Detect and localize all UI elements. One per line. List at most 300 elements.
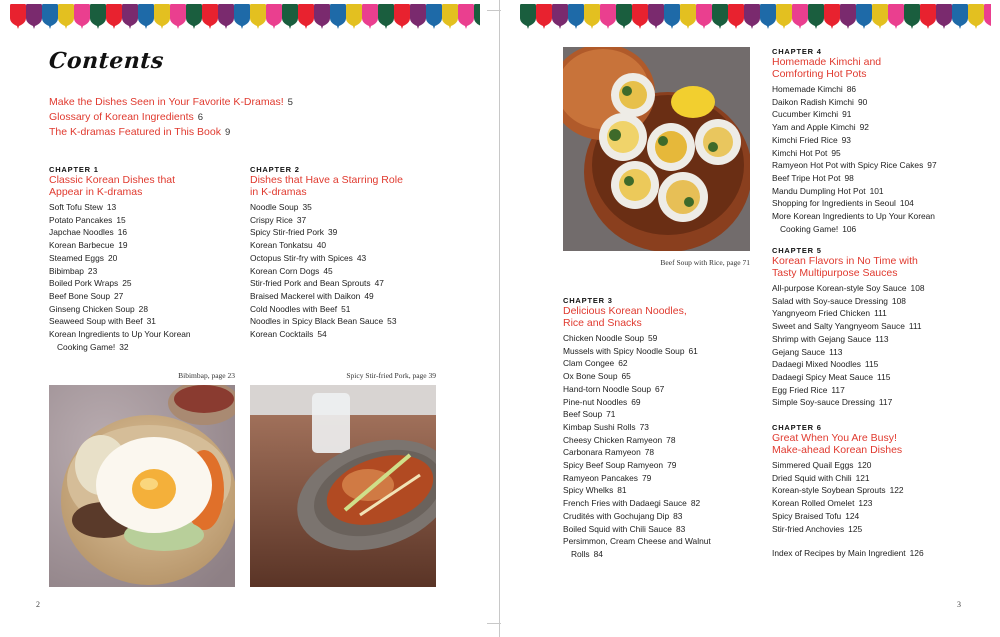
- entry-name: Index of Recipes by Main Ingredient: [772, 548, 906, 558]
- page-number: 113: [875, 333, 889, 344]
- chapter-title-line: Dishes that Have a Starring Role: [250, 174, 403, 186]
- entry-name: Boiled Squid with Chili Sauce: [563, 523, 672, 534]
- bunting-drop: [568, 4, 584, 28]
- bunting-drop: [728, 4, 744, 28]
- page-number: 82: [690, 498, 701, 509]
- toc-entry[interactable]: [250, 290, 403, 303]
- toc-entry[interactable]: [772, 295, 925, 308]
- toc-entry[interactable]: [250, 252, 403, 265]
- entry-name: Beef Tripe Hot Pot: [772, 172, 841, 183]
- entry-name: Stir-fried Anchovies: [772, 523, 845, 534]
- page-number: 69: [631, 396, 641, 407]
- chapter-title-line: Tasty Multipurpose Sauces: [772, 266, 898, 279]
- entry-name-continued: Rolls: [571, 548, 590, 559]
- entry-name: Ginseng Chicken Soup: [49, 303, 135, 314]
- entry-name: Korean Tonkatsu: [250, 240, 313, 251]
- bunting-drop: [186, 4, 202, 28]
- toc-entry[interactable]: [563, 383, 711, 396]
- chapter-label: CHAPTER 1: [49, 165, 99, 174]
- bunting-drop: [616, 4, 632, 28]
- toc-entry[interactable]: [772, 197, 937, 210]
- toc-entry[interactable]: [250, 239, 403, 252]
- bunting-drop: [712, 4, 728, 28]
- toc-entry[interactable]: [563, 484, 711, 497]
- photo-caption: Bibimbap, page 23: [178, 371, 235, 380]
- entry-name: Daikon Radish Kimchi: [772, 96, 854, 107]
- bunting-drop: [122, 4, 138, 28]
- bunting-drop: [202, 4, 218, 28]
- toc-entry[interactable]: [250, 303, 403, 316]
- page-number: 59: [648, 333, 658, 343]
- page-number: 61: [688, 345, 698, 356]
- entry-name: Dadaegi Mixed Noodles: [772, 359, 861, 370]
- stir-fried-pork-photo: [250, 385, 436, 587]
- bunting-drop: [920, 4, 936, 28]
- toc-entry[interactable]: [563, 510, 711, 523]
- bunting-drop: [824, 4, 840, 28]
- bunting-drop: [346, 4, 362, 28]
- toc-entry[interactable]: [772, 83, 937, 96]
- toc-entry[interactable]: [563, 535, 711, 560]
- toc-entry[interactable]: [772, 358, 925, 371]
- bunting-drop: [632, 4, 648, 28]
- chapter-title[interactable]: [772, 256, 925, 279]
- chapter-4-section: [772, 47, 937, 235]
- page-number: 91: [842, 109, 852, 120]
- entry-name-continued: Cooking Game!: [780, 223, 839, 234]
- toc-entry[interactable]: [563, 396, 711, 409]
- bunting-drop: [744, 4, 760, 28]
- bunting-drop: [984, 4, 991, 28]
- toc-entry[interactable]: [772, 333, 925, 346]
- bunting-drop: [74, 4, 90, 28]
- entry-name: Braised Mackerel with Daikon: [250, 290, 361, 301]
- entry-name: Spicy Whelks: [563, 485, 614, 496]
- page-number: 37: [296, 214, 307, 225]
- entry-name: Soft Tofu Stew: [49, 202, 103, 212]
- toc-entry[interactable]: [772, 497, 904, 510]
- toc-entry[interactable]: [772, 523, 904, 536]
- toc-entry[interactable]: [250, 265, 403, 278]
- page-number: 67: [655, 383, 665, 394]
- chapter-title-line: Korean Flavors in No Time with: [772, 255, 918, 267]
- entry-name: Simple Soy-sauce Dressing: [772, 397, 875, 408]
- page-number: 54: [317, 329, 327, 340]
- page-number: 83: [675, 523, 686, 534]
- page-number: 83: [673, 510, 683, 521]
- page-title: Contents: [48, 48, 165, 74]
- toc-entry[interactable]: [772, 472, 904, 485]
- entry-name: Stir-fried Pork and Bean Sprouts: [250, 278, 371, 289]
- toc-entry[interactable]: [563, 446, 711, 459]
- page-number: 49: [364, 290, 374, 301]
- bunting-drop: [330, 4, 346, 28]
- page-number: 71: [606, 409, 616, 420]
- entry-name: Kimchi Hot Pot: [772, 147, 828, 158]
- chapter-label: CHAPTER 4: [772, 47, 822, 56]
- intro-item[interactable]: [49, 125, 293, 140]
- entry-name: Cucumber Kimchi: [772, 109, 839, 120]
- bunting-drop: [250, 4, 266, 28]
- entry-name: Cold Noodles with Beef: [250, 303, 338, 314]
- entry-name: Bibimbap: [49, 265, 84, 276]
- bunting-drop: [170, 4, 186, 28]
- entry-name: Spicy Braised Tofu: [772, 510, 842, 521]
- bunting-drop: [10, 4, 26, 28]
- entry-name: Hand-torn Noodle Soup: [563, 383, 651, 394]
- entry-name: Boiled Pork Wraps: [49, 278, 119, 289]
- entry-name: Dadaegi Spicy Meat Sauce: [772, 371, 874, 382]
- toc-entry[interactable]: [772, 172, 937, 185]
- right-page: [501, 0, 1000, 637]
- page-number: 15: [116, 214, 126, 225]
- toc-entry[interactable]: [772, 121, 937, 134]
- entry-name: Shopping for Ingredients in Seoul: [772, 198, 896, 209]
- chapter-label: CHAPTER 6: [772, 423, 822, 432]
- entry-name: All-purpose Korean-style Soy Sauce: [772, 283, 907, 293]
- entry-name: Crispy Rice: [250, 214, 293, 225]
- page-number: 40: [316, 240, 327, 251]
- toc-entry[interactable]: [563, 497, 711, 510]
- kimbap-photo: [563, 47, 750, 251]
- chapter-title[interactable]: [563, 306, 711, 329]
- bunting-drop: [536, 4, 552, 28]
- bunting-drop: [856, 4, 872, 28]
- chapter-title-line: Classic Korean Dishes that: [49, 174, 176, 186]
- bunting-drop: [474, 4, 480, 28]
- bunting-drop: [808, 4, 824, 28]
- page-number: 20: [107, 252, 118, 263]
- bunting-drop: [648, 4, 664, 28]
- page-number: 53: [387, 316, 397, 327]
- bunting-drop: [872, 4, 888, 28]
- bunting-drop: [26, 4, 42, 28]
- chapter-label: CHAPTER 2: [250, 165, 300, 174]
- page-number: 123: [858, 498, 873, 509]
- page-number: 93: [841, 134, 851, 145]
- bunting-decoration-left: [10, 4, 480, 30]
- toc-entry[interactable]: [772, 459, 904, 472]
- spine-divider: [499, 0, 500, 637]
- page-number: 45: [323, 265, 333, 276]
- page-number: 122: [889, 485, 904, 496]
- entry-name: Noodles in Spicy Black Bean Sauce: [250, 316, 384, 327]
- toc-entry[interactable]: [49, 277, 191, 290]
- page-number: 97: [927, 160, 937, 171]
- chapter-title-line: Great When You Are Busy!: [772, 432, 897, 444]
- chapter-title-line: in K-dramas: [250, 185, 307, 198]
- bunting-drop: [584, 4, 600, 28]
- page-number: 95: [831, 147, 841, 158]
- bunting-drop: [776, 4, 792, 28]
- bunting-drop: [840, 4, 856, 28]
- page-number: 84: [593, 548, 603, 559]
- page-number: 81: [617, 485, 627, 496]
- bunting-drop: [792, 4, 808, 28]
- page-number: 121: [855, 472, 870, 483]
- toc-entry[interactable]: [49, 328, 191, 353]
- page-number: 101: [869, 185, 884, 196]
- page-number: 32: [119, 341, 129, 352]
- bunting-drop: [888, 4, 904, 28]
- toc-entry[interactable]: [250, 328, 403, 341]
- chapter-title-line: Rice and Snacks: [563, 316, 642, 329]
- page-number: 117: [878, 397, 893, 408]
- toc-entry[interactable]: [563, 523, 711, 536]
- entry-name: Korean Ingredients to Up Your Korean: [49, 329, 191, 340]
- chapter-label: CHAPTER 3: [563, 296, 613, 305]
- left-page: [0, 0, 499, 637]
- page-number: 25: [122, 278, 132, 289]
- chapter-title-line: Delicious Korean Noodles,: [563, 305, 687, 317]
- page-number: 78: [644, 447, 655, 458]
- bunting-drop: [314, 4, 330, 28]
- toc-entry[interactable]: [772, 210, 937, 235]
- toc-entry[interactable]: [563, 408, 711, 421]
- page-number: 19: [118, 240, 128, 251]
- bunting-drop: [410, 4, 426, 28]
- bunting-drop: [520, 4, 536, 28]
- entry-name: Korean-style Soybean Sprouts: [772, 485, 886, 496]
- entry-name: Persimmon, Cream Cheese and Walnut: [563, 536, 711, 547]
- toc-entry[interactable]: [250, 226, 403, 239]
- bunting-drop: [90, 4, 106, 28]
- toc-entry[interactable]: [563, 370, 711, 383]
- page-number: 108: [891, 295, 906, 306]
- page-number: 79: [667, 460, 677, 471]
- entry-name: More Korean Ingredients to Up Your Korean: [772, 211, 935, 222]
- entry-name: Korean Cocktails: [250, 329, 314, 340]
- chapter-title-line: Comforting Hot Pots: [772, 67, 867, 80]
- page-number: 117: [831, 384, 845, 395]
- bunting-drop: [42, 4, 58, 28]
- chapter-title[interactable]: [772, 433, 904, 456]
- bunting-drop: [282, 4, 298, 28]
- bunting-decoration-right: [520, 4, 991, 30]
- page-number: 39: [328, 227, 338, 238]
- bunting-drop: [968, 4, 984, 28]
- photo-caption: Spicy Stir-fried Pork, page 39: [346, 371, 436, 380]
- toc-entry[interactable]: [563, 357, 711, 370]
- toc-entry[interactable]: [250, 214, 403, 227]
- toc-entry[interactable]: [772, 510, 904, 523]
- bunting-drop: [904, 4, 920, 28]
- index-entry[interactable]: [772, 547, 924, 560]
- page-number: 78: [666, 434, 676, 445]
- page-number: 5: [287, 97, 293, 108]
- page-number: 62: [618, 358, 628, 369]
- toc-entry[interactable]: [772, 159, 937, 172]
- bunting-drop: [394, 4, 410, 28]
- entry-name: Shrimp with Gejang Sauce: [772, 333, 872, 344]
- chapter-title-line: Make-ahead Korean Dishes: [772, 443, 903, 456]
- page-number: 23: [87, 265, 98, 276]
- entry-name: Korean Barbecue: [49, 240, 115, 251]
- entry-name: Clam Congee: [563, 358, 615, 369]
- toc-entry[interactable]: [250, 201, 403, 214]
- entry-name: Steamed Eggs: [49, 252, 104, 263]
- page-number: 13: [106, 202, 117, 212]
- chapter-title[interactable]: [49, 175, 191, 198]
- page-number: 6: [197, 112, 204, 123]
- page-number: 104: [899, 198, 914, 209]
- entry-name: Kimchi Fried Rice: [772, 134, 838, 145]
- bunting-drop: [266, 4, 282, 28]
- entry-name: Kimbap Sushi Rolls: [563, 421, 636, 432]
- toc-entry[interactable]: [49, 265, 191, 278]
- entry-name: Seaweed Soup with Beef: [49, 316, 143, 327]
- toc-entry[interactable]: [772, 396, 925, 409]
- toc-entry[interactable]: [49, 201, 191, 214]
- chapter-title[interactable]: [250, 175, 403, 198]
- toc-entry[interactable]: [49, 226, 191, 239]
- entry-name: Noodle Soup: [250, 202, 299, 212]
- entry-name: Chicken Noodle Soup: [563, 333, 645, 343]
- toc-entry[interactable]: [772, 307, 925, 320]
- page-number: 16: [117, 227, 128, 238]
- page-number: 51: [341, 303, 351, 314]
- bunting-drop: [680, 4, 696, 28]
- chapter-2-section: [250, 165, 403, 341]
- toc-entry[interactable]: [772, 108, 937, 121]
- entry-name: Egg Fried Rice: [772, 384, 828, 395]
- page-number: 65: [621, 371, 631, 382]
- page-number: 98: [844, 172, 854, 183]
- page-number: 31: [146, 316, 156, 327]
- toc-entry[interactable]: [563, 459, 711, 472]
- page-number: 106: [842, 223, 857, 234]
- page-number: 125: [848, 523, 863, 534]
- entry-name: Beef Bone Soup: [49, 290, 111, 301]
- page-number: 108: [910, 283, 925, 293]
- page-number: 113: [829, 346, 843, 357]
- toc-entry[interactable]: [250, 315, 403, 328]
- entry-name: Ramyeon Hot Pot with Spicy Rice Cakes: [772, 160, 924, 171]
- toc-entry[interactable]: [772, 384, 925, 397]
- entry-name: Homemade Kimchi: [772, 84, 843, 94]
- intro-item[interactable]: [49, 110, 293, 125]
- page-number: 47: [374, 278, 384, 289]
- toc-entry[interactable]: [772, 282, 925, 295]
- chapter-title-line: Appear in K-dramas: [49, 185, 143, 198]
- toc-entry[interactable]: [49, 290, 191, 303]
- entry-name: Gejang Sauce: [772, 346, 826, 357]
- entry-name: Pine-nut Noodles: [563, 396, 628, 407]
- bunting-drop: [552, 4, 568, 28]
- page-number: 9: [224, 127, 231, 138]
- toc-entry[interactable]: [772, 371, 925, 384]
- entry-name: Spicy Stir-fried Pork: [250, 227, 324, 238]
- page-number: 73: [639, 421, 649, 432]
- toc-entry[interactable]: [250, 277, 403, 290]
- chapter-1-section: [49, 165, 191, 353]
- chapter-5-section: [772, 246, 925, 409]
- page-number: 115: [877, 371, 891, 382]
- entry-name: Spicy Beef Soup Ramyeon: [563, 460, 664, 471]
- page-number: 90: [857, 96, 868, 107]
- toc-entry[interactable]: [563, 421, 711, 434]
- toc-entry[interactable]: [772, 346, 925, 359]
- entry-name: Mussels with Spicy Noodle Soup: [563, 345, 685, 356]
- bunting-drop: [234, 4, 250, 28]
- page-number: 28: [138, 303, 148, 314]
- bunting-drop: [936, 4, 952, 28]
- bunting-drop: [458, 4, 474, 28]
- bunting-drop: [154, 4, 170, 28]
- intro-item-label: Make the Dishes Seen in Your Favorite K-Dramas!: [49, 96, 284, 108]
- intro-item-label: Glossary of Korean Ingredients: [49, 111, 194, 123]
- toc-entry[interactable]: [563, 345, 711, 358]
- toc-entry[interactable]: [49, 315, 191, 328]
- chapter-label: CHAPTER 5: [772, 246, 822, 255]
- page-number: 27: [114, 290, 124, 301]
- entry-name-continued: Cooking Game!: [57, 341, 116, 352]
- bunting-drop: [218, 4, 234, 28]
- toc-entry[interactable]: [563, 434, 711, 447]
- bunting-drop: [106, 4, 122, 28]
- entry-name: French Fries with Dadaegi Sauce: [563, 498, 687, 509]
- page-number-left: 2: [36, 600, 40, 609]
- entry-name: Octopus Stir-fry with Spices: [250, 252, 353, 263]
- bunting-drop: [426, 4, 442, 28]
- toc-entry[interactable]: [772, 96, 937, 109]
- toc-entry[interactable]: [563, 472, 711, 485]
- chapter-title[interactable]: [772, 57, 937, 80]
- page-number: 124: [845, 510, 860, 521]
- toc-entry[interactable]: [49, 303, 191, 316]
- bunting-drop: [600, 4, 616, 28]
- entry-name: Dried Squid with Chili: [772, 472, 852, 483]
- entry-name: Simmered Quail Eggs: [772, 460, 854, 470]
- page-number: 35: [302, 202, 312, 212]
- intro-item-label: The K-dramas Featured in This Book: [49, 126, 221, 138]
- page-number: 79: [641, 472, 652, 483]
- toc-entry[interactable]: [49, 239, 191, 252]
- entry-name: Cheesy Chicken Ramyeon: [563, 434, 663, 445]
- bunting-drop: [362, 4, 378, 28]
- toc-entry[interactable]: [772, 185, 937, 198]
- page-number: 115: [864, 359, 879, 370]
- intro-item[interactable]: [49, 95, 293, 110]
- chapter-title-line: Homemade Kimchi and: [772, 56, 882, 68]
- entry-name: Yangnyeom Fried Chicken: [772, 308, 871, 319]
- page-number: 111: [908, 321, 922, 332]
- page-number: 92: [859, 122, 869, 133]
- toc-entry[interactable]: [772, 320, 925, 333]
- bunting-drop: [442, 4, 458, 28]
- bunting-drop: [664, 4, 680, 28]
- chapter-6-section: [772, 423, 904, 535]
- toc-entry[interactable]: [772, 147, 937, 160]
- bunting-drop: [378, 4, 394, 28]
- bunting-drop: [298, 4, 314, 28]
- toc-entry[interactable]: [772, 134, 937, 147]
- page-number: 111: [874, 308, 887, 319]
- entry-name: Korean Corn Dogs: [250, 265, 320, 276]
- page-number: 120: [857, 460, 872, 470]
- chapter-3-section: [563, 296, 711, 561]
- toc-entry[interactable]: [49, 252, 191, 265]
- toc-entry[interactable]: [772, 484, 904, 497]
- toc-entry[interactable]: [563, 332, 711, 345]
- entry-name: Salad with Soy-sauce Dressing: [772, 295, 888, 306]
- entry-name: Potato Pancakes: [49, 214, 113, 225]
- entry-name: Beef Soup: [563, 409, 603, 420]
- photo-caption: Beef Soup with Rice, page 71: [660, 258, 750, 267]
- page-number-right: 3: [957, 600, 961, 609]
- toc-entry[interactable]: [49, 214, 191, 227]
- page-number: 86: [846, 84, 857, 94]
